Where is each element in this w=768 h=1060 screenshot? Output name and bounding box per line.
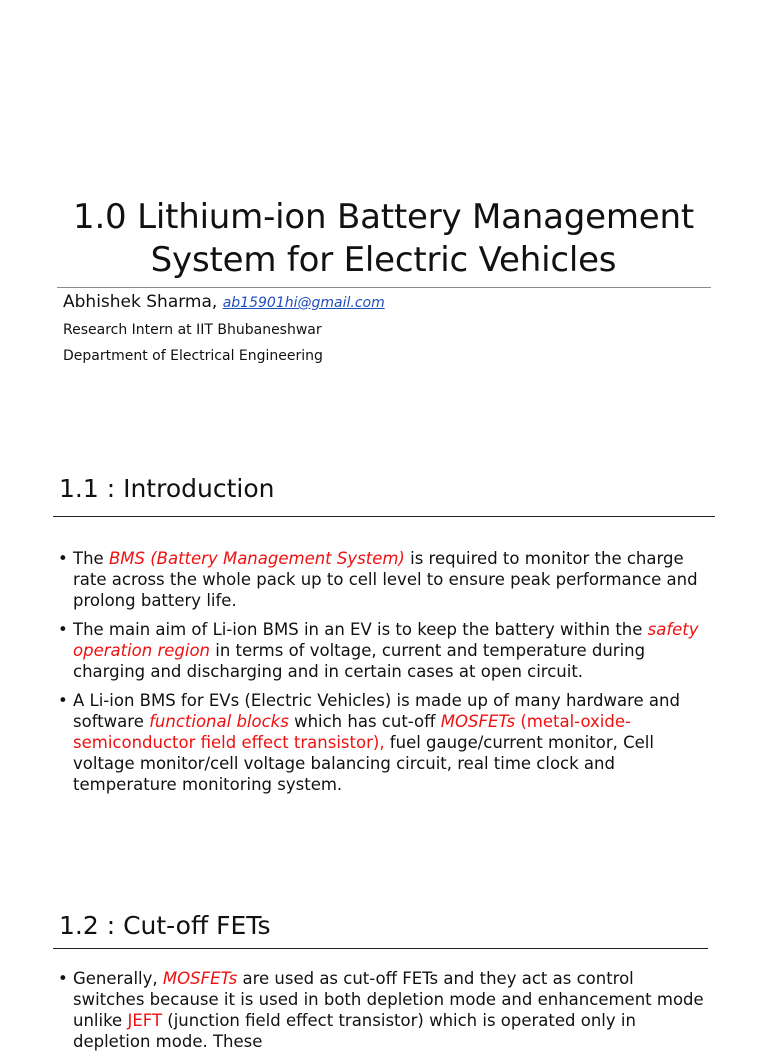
document-title (56, 196, 711, 282)
list-item: • A Li-ion BMS for EVs (Electric Vehicles) is made up of many hardware and software functional blocks which has cut-off MOSFETs (metal-oxide-semiconductor field effect transistor), fuel gauge/current monitor, Cell voltage monitor/cell voltage balancing circuit, real time clock and temperature monitoring system. (58, 690, 708, 795)
title-line-2: System for Electric Vehicles (150, 240, 617, 280)
author-name: Abhishek Sharma, (63, 292, 218, 312)
section-divider-cutoff-fets (53, 948, 708, 949)
section-heading-introduction: 1.1 : Introduction (59, 474, 275, 503)
list-item: • Generally, MOSFETs are used as cut-off FETs and they act as control switches because it is used in both depletion mode and enhancement mode unlike JEFT (junction field effect transistor) which is operated only in depletion mode. These (58, 968, 708, 1052)
section-heading-cutoff-fets: 1.2 : Cut-off FETs (59, 911, 271, 940)
title-line-1: 1.0 Lithium-ion Battery Management (73, 197, 694, 237)
title-divider (57, 287, 711, 288)
author-department: Department of Electrical Engineering (63, 348, 323, 364)
list-item: • The main aim of Li-ion BMS in an EV is to keep the battery within the safety operation region in terms of voltage, current and temperature during charging and discharging and in certain cases at open circuit. (58, 619, 708, 682)
author-role: Research Intern at IIT Bhubaneshwar (63, 322, 322, 338)
list-item: • The BMS (Battery Management System) is required to monitor the charge rate across the whole pack up to cell level to ensure peak performance and prolong battery life. (58, 548, 708, 611)
introduction-bullet-list (58, 548, 708, 803)
section-divider-introduction (53, 516, 715, 517)
author-email-link[interactable]: ab15901hi@gmail.com (222, 295, 385, 311)
author-line (63, 290, 385, 315)
cutoff-fets-bullet-list (58, 968, 708, 1060)
